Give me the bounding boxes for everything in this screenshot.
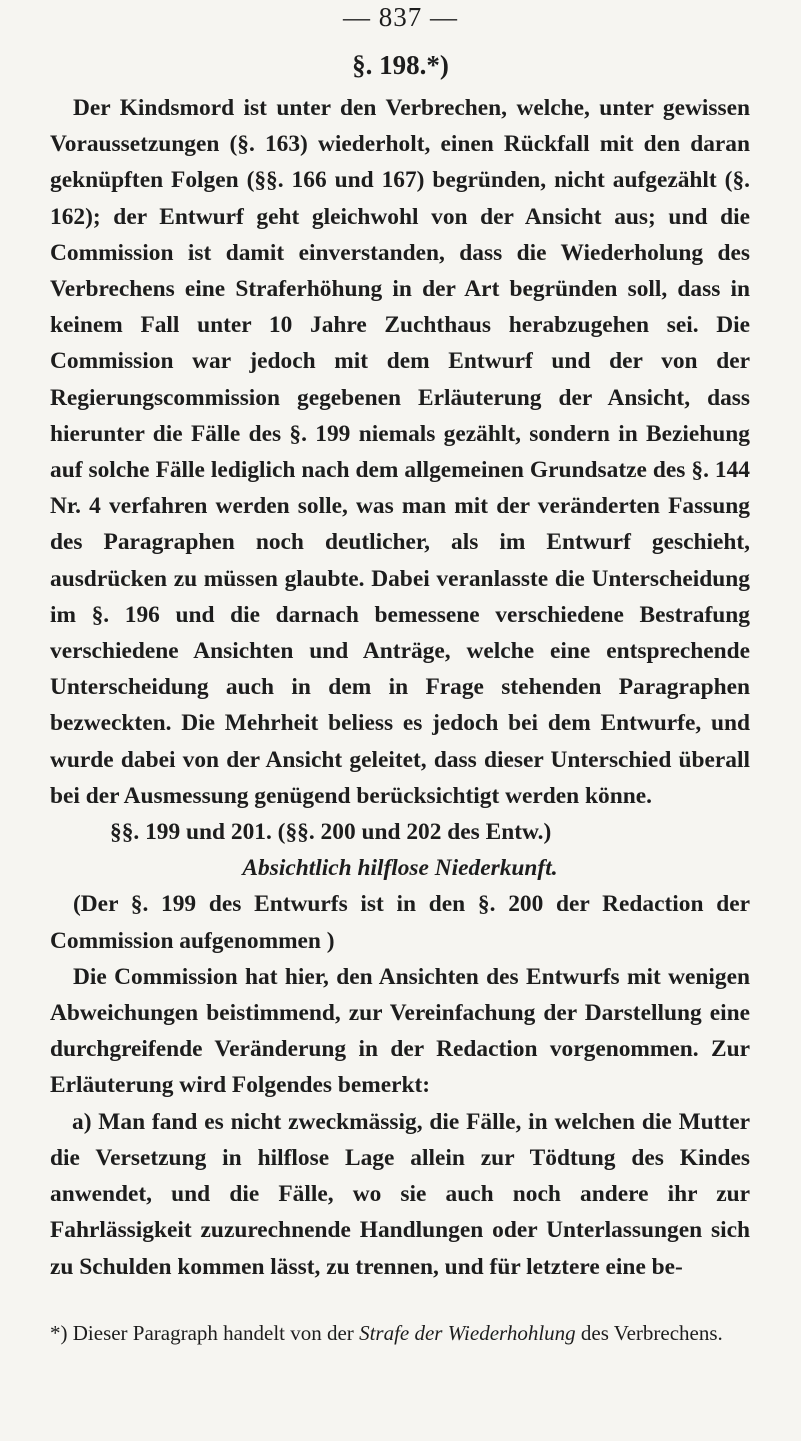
footnote-tail: des Verbrechens. <box>580 1321 723 1345</box>
footnote-text: *) Dieser Paragraph handelt von der <box>50 1321 354 1345</box>
paragraph: Die Commission hat hier, den Ansichten des Entwurfs mit wenigen Abweichungen beistimmend, zur Vereinfachung der Darstellung eine durchgreifende Veränderung in der Redaction vorgenommen. Zur Erläuterung wird Folgendes bemerkt: <box>50 963 750 1099</box>
page-number: — 837 — <box>343 2 458 32</box>
section-line: §§. 199 und 201. (§§. 200 und 202 des Entw.) <box>110 819 552 846</box>
footnote-italic: Strafe der Wiederhohlung <box>359 1321 576 1345</box>
list-paragraph: a) Man fand es nicht zweckmässig, die Fälle, in welchen die Mutter die Versetzung in hilflose Lage allein zur Tödtung des Kindes anwendet, und die Fälle, wo sie auch noch andere ihr zur Fahrlässigkeit zuzurechnende Handlungen oder Unterlassungen sich zu Schulden kommen lässt, zu trennen, und für letztere eine be- <box>50 1108 750 1280</box>
footnote <box>50 1318 750 1348</box>
body-text <box>50 90 750 1285</box>
note-paragraph: (Der §. 199 des Entwurfs ist in den §. 200 der Redaction der Commission aufgenommen ) <box>50 891 750 954</box>
section-title: Absichtlich hilflose Niederkunft. <box>242 855 558 882</box>
paragraph: Der Kindsmord ist unter den Verbrechen, welche, unter gewissen Voraussetzungen (§. 163) wiederholt, einen Rückfall mit den daran geknüpften Folgen (§§. 166 und 167) begründen, nicht aufgezählt (§. 162); der Entwurf geht gleichwohl von der Ansicht aus; und die Commission ist damit einverstanden, dass die Wiederholung des Verbrechens eine Straferhöhung in der Art begründen soll, dass in keinem Fall unter 10 Jahre Zuchthaus herabzugehen sei. Die Commission war jedoch mit dem Entwurf und der von der Regierungscommission gegebenen Erläuterung der Ansicht, dass hierunter die Fälle des §. 199 niemals gezählt, sondern in Beziehung auf solche Fälle lediglich nach dem allgemeinen Grundsatze des §. 144 Nr. 4 verfahren werden solle, was man mit der veränderten Fassung des Paragraphen noch deutlicher, als im Entwurf geschieht, ausdrücken zu müssen glaubte. Dabei veranlasste die Unterscheidung im §. 196 und die darnach bemessene verschiedene Bestrafung verschiedene Ansichten und Anträge, welche eine entsprechende Unterscheidung auch in dem in Frage stehenden Paragraphen bezweckten. Die Mehrheit beliess es jedoch bei dem Entwurfe, und wurde dabei von der Ansicht geleitet, dass dieser Unterschied überall bei der Ausmessung genügend berücksichtigt werden könne. <box>50 95 750 809</box>
section-heading: §. 198.*) <box>352 50 449 80</box>
